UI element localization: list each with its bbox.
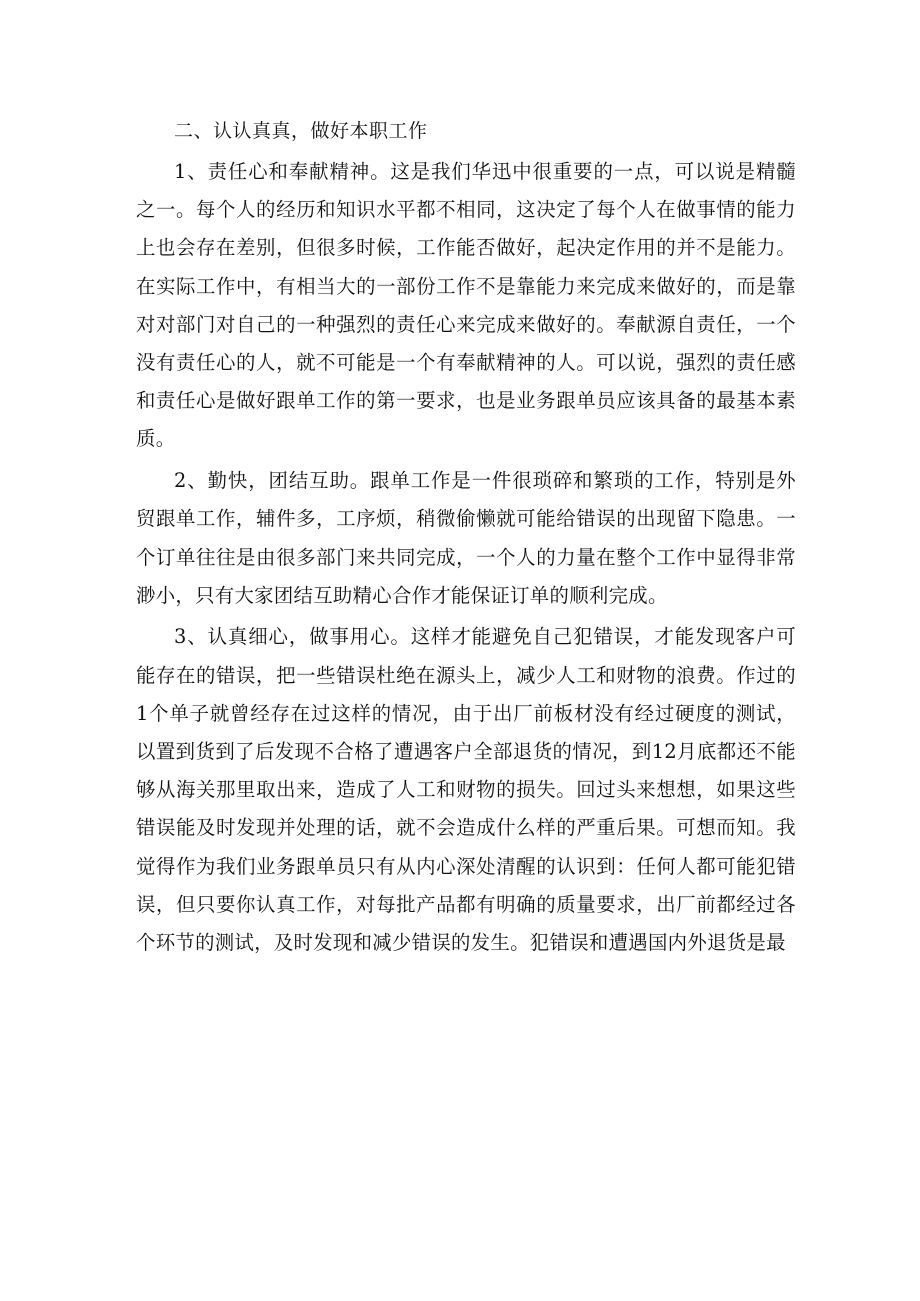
document-body — [136, 112, 796, 966]
paragraph-diligence: 2、勤快，团结互助。跟单工作是一件很琐碎和繁琐的工作，特别是外贸跟单工作，辅件多，工序烦，稍微偷懒就可能给错误的出现留下隐患。一个订单往往是由很多部门来共同完成，一个人的力量在整个工作中显得非常渺小，只有大家团结互助精心合作才能保证订单的顺利完成。 — [136, 469, 796, 607]
paragraph-responsibility: 1、责任心和奉献精神。这是我们华迅中很重要的一点，可以说是精髓之一。每个人的经历和知识水平都不相同，这决定了每个人在做事情的能力上也会存在差别，但很多时候，工作能否做好，起决定作用的并不是能力。在实际工作中，有相当大的一部份工作不是靠能力来完成来做好的，而是靠对对部门对自己的一种强烈的责任心来完成来做好的。奉献源自责任，一个没有责任心的人，就不可能是一个有奉献精神的人。可以说，强烈的责任感和责任心是做好跟单工作的第一要求，也是业务跟单员应该具备的最基本素质。 — [136, 160, 796, 451]
paragraph-carefulness: 3、认真细心，做事用心。这样才能避免自己犯错误，才能发现客户可能存在的错误，把一些错误杜绝在源头上，减少人工和财物的浪费。作过的1个单子就曾经存在过这样的情况，由于出厂前板材没有经过硬度的测试，以置到货到了后发现不合格了遭遇客户全部退货的情况，到12月底都还不能够从海关那里取出来，造成了人工和财物的损失。回过头来想想，如果这些错误能及时发现并处理的话，就不会造成什么样的严重后果。可想而知。我觉得作为我们业务跟单员只有从内心深处清醒的认识到：任何人都可能犯错误，但只要你认真工作，对每批产品都有明确的质量要求，出厂前都经过各个环节的测试，及时发现和减少错误的发生。犯错误和遭遇国内外退货是最 — [136, 625, 796, 955]
section-heading: 二、认认真真，做好本职工作 — [174, 120, 428, 142]
